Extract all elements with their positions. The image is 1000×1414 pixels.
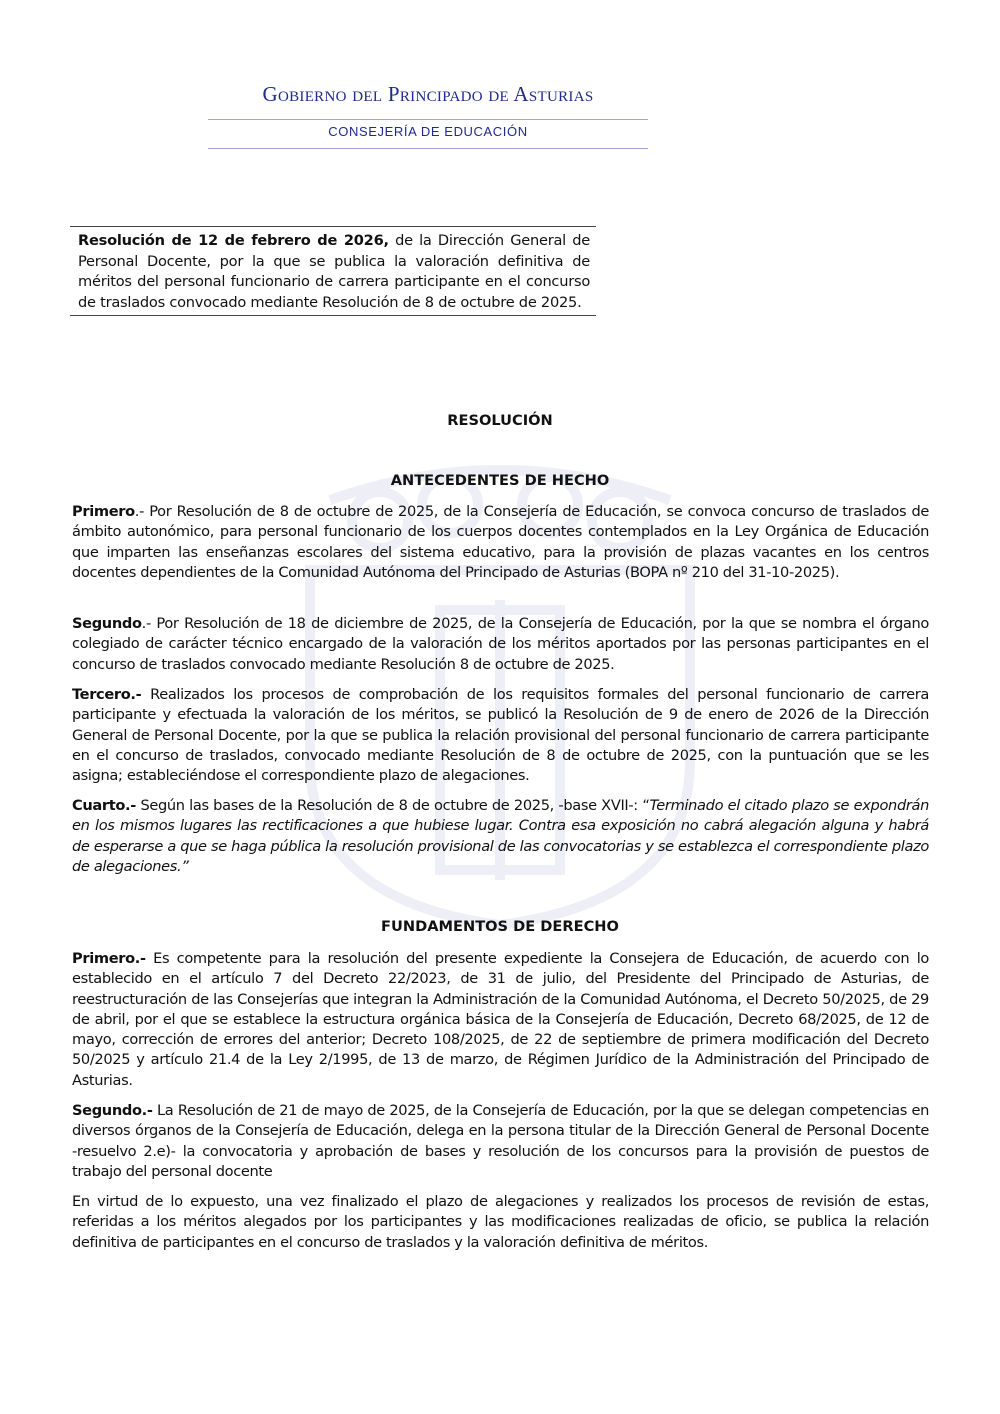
department-name: CONSEJERÍA DE EDUCACIÓN [328,124,528,139]
paragraph-label: Primero.- [72,950,146,967]
separator [141,686,150,703]
summary-date: Resolución de 12 de febrero de 2026, [78,232,389,249]
antecedente-cuarto [72,796,929,877]
header-rule-bottom [208,148,648,149]
fundamento-segundo [72,1101,929,1182]
fundamentos-heading: FUNDAMENTOS DE DERECHO [381,918,619,935]
separator: .- [134,503,150,520]
separator [146,950,153,967]
antecedentes-heading: ANTECEDENTES DE HECHO [390,472,610,489]
quoted-text: Terminado el citado plazo se expondrán en los mismos lugares las rectificaciones a que hubiese lugar. Contra esa exposición no cabrá alegación alguna y habrá de esperarse a que se haga pública la resolución provisional de las convocatorias y se establezca el correspondiente plazo de alegaciones.” [72,797,930,875]
government-title: Gobierno del Principado de Asturias [262,82,594,106]
paragraph-text: La Resolución de 21 de mayo de 2025, de la Consejería de Educación, por la que se delegan competencias en diversos órganos de la Consejería de Educación, delega en la persona titular de la Dirección General de Personal Docente -resuelvo 2.e)- la convocatoria y aprobación de bases y resolución de los concursos para la provisión de puestos de trabajo del personal docente [72,1102,929,1180]
antecedente-segundo [72,614,929,675]
resolution-summary [70,226,596,316]
paragraph-label: Tercero.- [72,686,142,703]
fundamento-primero [72,949,929,1091]
header-rule-top [208,119,648,120]
paragraph-text: Es competente para la resolución del presente expediente la Consejera de Educación, de acuerdo con lo establecido en el artículo 7 del Decreto 22/2023, de 31 de julio, del Presidente del Principado de Asturias, de reestructuración de las Consejerías que integran la Administración de la Comunidad Autónoma, el Decreto 50/2025, de 29 de abril, por el que se establece la estructura orgánica básica de la Consejería de Educación, Decreto 68/2025, de 12 de mayo, corrección de errores del anterior; Decreto 108/2025, de 22 de septiembre de primera modificación del Decreto 50/2025 y artículo 21.4 de la Ley 2/1995, de 13 de marzo, de Régimen Jurídico de la Administración del Principado de Asturias. [72,950,929,1089]
separator: .- [141,615,157,632]
paragraph-text: Por Resolución de 8 de octubre de 2025, de la Consejería de Educación, se convoca concurso de traslados de ámbito autonómico, para personal funcionario de los cuerpos docentes contemplados en la Ley Orgánica de Educación que imparten las enseñanzas escolares del sistema educativo, para la provisión de plazas vacantes en los centros docentes dependientes de la Comunidad Autónoma del Principado de Asturias (BOPA nº 210 del 31-10-2025). [72,503,929,581]
resolution-heading: RESOLUCIÓN [447,412,553,429]
paragraph-label: Segundo.- [72,1102,153,1119]
paragraph-label: Cuarto.- [72,797,136,814]
paragraph-text: Realizados los procesos de comprobación de los requisitos formales del personal funcionario de carrera participante y efectuada la valoración de los méritos, se publicó la Resolución de 9 de enero de 2026 de la Dirección General de Personal Docente, por la que se publica la relación provisional del personal funcionario de carrera participante en el concurso de traslados, convocado mediante Resolución de 8 de octubre de 2025, con la puntuación que se les asigna; estableciéndose el correspondiente plazo de alegaciones. [72,686,929,785]
paragraph-label: Segundo [72,615,142,632]
antecedente-primero [72,502,929,583]
conclusion-paragraph: En virtud de lo expuesto, una vez finalizado el plazo de alegaciones y realizados los procesos de revisión de estas, referidas a los méritos alegados por los participantes y las modificaciones realizadas de oficio, se publica la relación definitiva de participantes en el concurso de traslados y la valoración definitiva de méritos. [72,1193,929,1251]
paragraph-text: Por Resolución de 18 de diciembre de 2025, de la Consejería de Educación, por la que se nombra el órgano colegiado de carácter técnico encargado de la valoración de los méritos aportados por las personas participantes en el concurso de traslados convocado mediante Resolución 8 de octubre de 2025. [72,615,929,673]
paragraph-text: Según las bases de la Resolución de 8 de octubre de 2025, -base XVII-: “ [140,797,650,814]
paragraph-label: Primero [72,503,135,520]
summary-text: de la Dirección General de Personal Docente, por la que se publica la valoración definitiva de méritos del personal funcionario de carrera participante en el concurso de traslados convocado mediante Resolución de 8 de octubre de 2025. [78,232,591,311]
antecedente-tercero [72,685,929,786]
